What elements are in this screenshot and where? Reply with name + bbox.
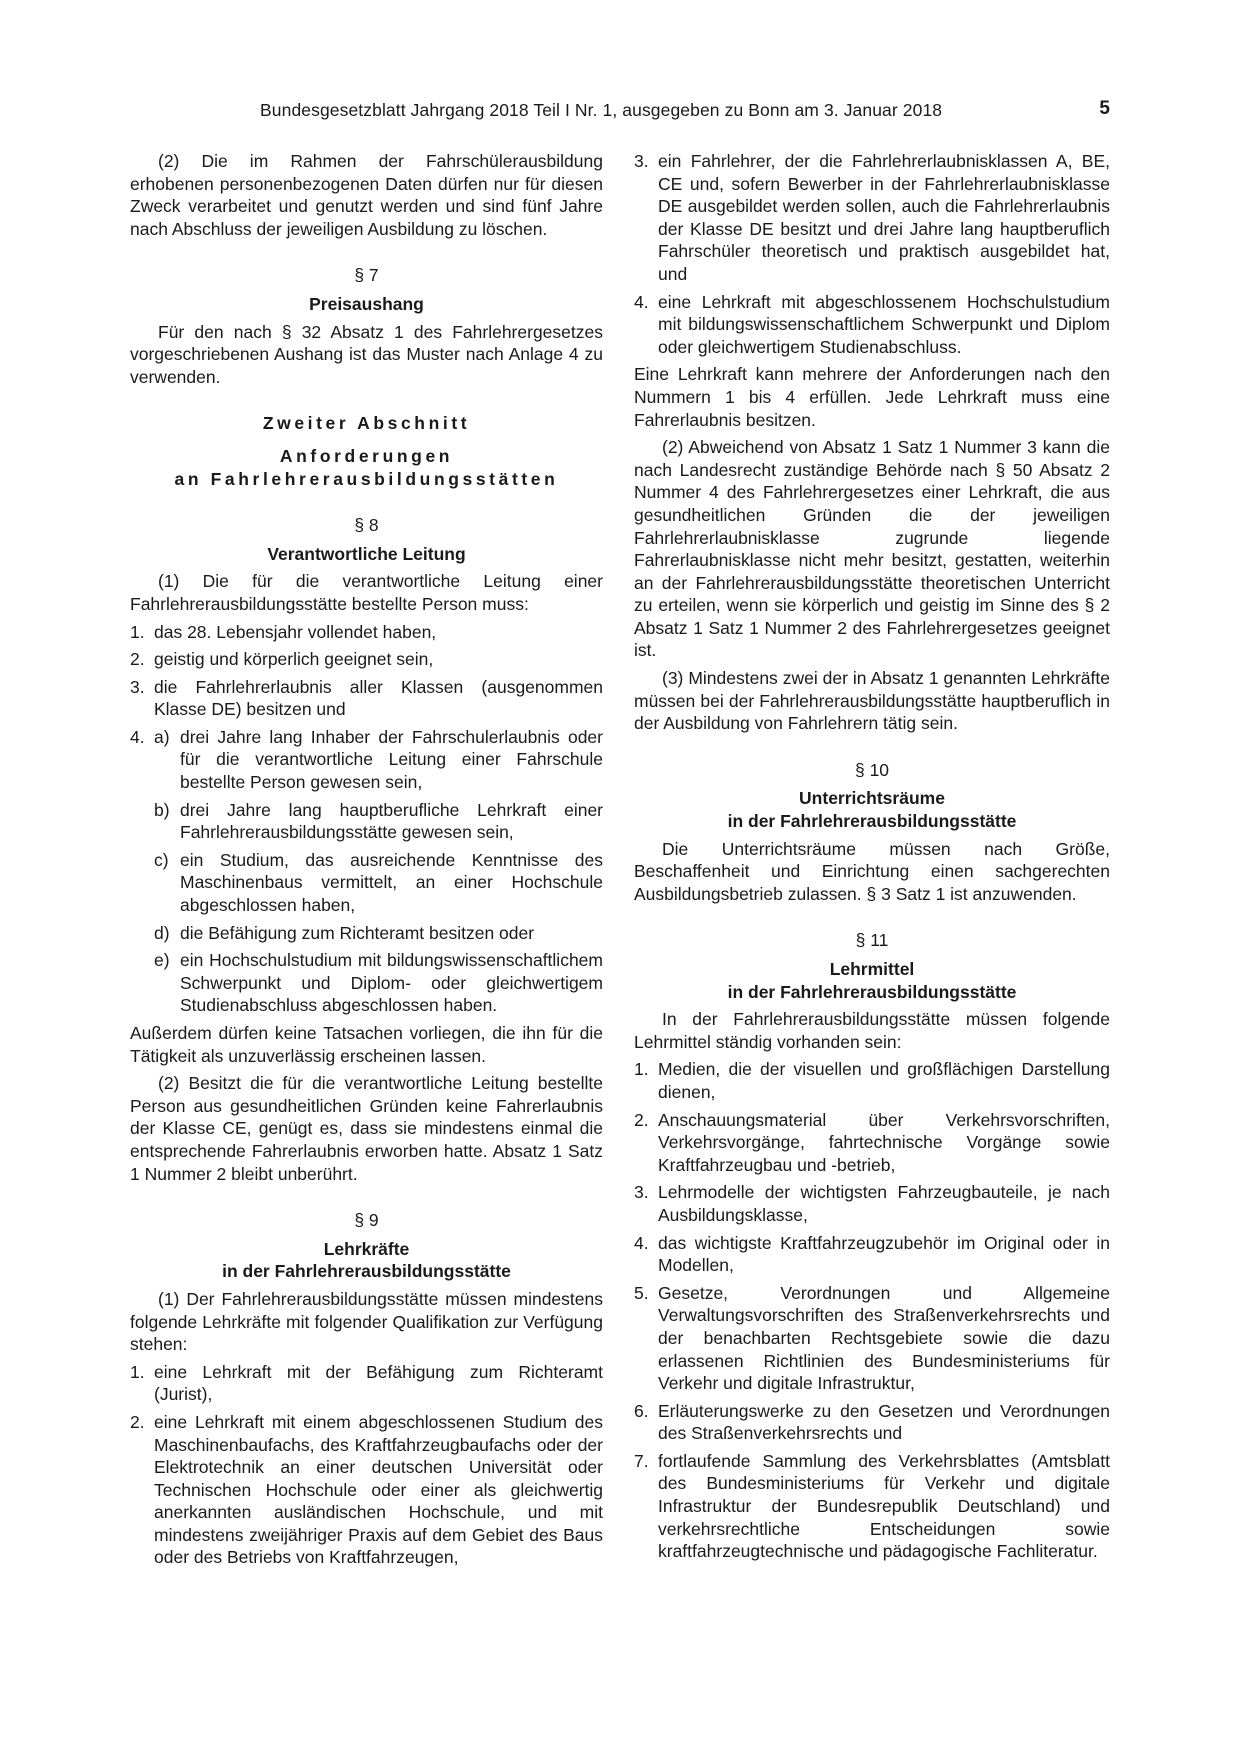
list-item-text: fortlaufende Sammlung des Verkehrsblattes (Amtsblatt des Bundesministeriums für Verkehr und digitale Infrastruktur der Bundesrepublik Deutschland) und verkehrsrechtliche Entscheidungen sowie kraftfahrzeugtechnische und pädagogische Fachliteratur.	[658, 1450, 1110, 1562]
section-11-subtitle: in der Fahrlehrerausbildungsstätte	[727, 981, 1017, 1002]
section-9-sign: § 9	[354, 1210, 379, 1231]
list-item-text: ein Fahrlehrer, der die Fahrlehrerlaubnisklassen A, BE, CE und, sofern Bewerber in der Fahrlehrerlaubnisklasse DE ausgebildet werden sollen, auch die Fahrlehrerlaubnis der Klasse DE besitzt und drei Jahre lang hauptberuflich Fahrschüler theoretisch und praktisch ausgebildet hat, und	[658, 151, 1110, 284]
header-text: Bundesgesetzblatt Jahrgang 2018 Teil I Nr. 1, ausgegeben zu Bonn am 3. Januar 2018	[260, 100, 943, 120]
list-item-number: 3.	[634, 1182, 649, 1203]
list-item-text: Anschauungsmaterial über Verkehrsvorschriften, Verkehrsvorgänge, fahrtechnische Vorgänge sowie Kraftfahrzeugbau und -betrieb,	[658, 1109, 1110, 1175]
list-item-text: eine Lehrkraft mit abgeschlossenem Hochschulstudium mit bildungswissenschaftlichem Schwerpunkt und Diplom oder gleichwertigem Studienabschluss.	[658, 291, 1110, 357]
section-8-paragraph-1: (1) Die für die verantwortliche Leitung einer Fahrlehrerausbildungsstätte bestellte Person muss:	[130, 571, 603, 614]
list-item-text: Medien, die der visuellen und großflächigen Darstellung dienen,	[658, 1059, 1110, 1102]
list-item-text: Erläuterungswerke zu den Gesetzen und Verordnungen des Straßenverkehrsrechts und	[658, 1400, 1110, 1444]
list-item	[634, 1400, 1110, 1445]
list-item-number: 1.	[634, 1059, 649, 1080]
list-item-number: 2.	[634, 1109, 649, 1130]
list-item-number: 4.	[130, 726, 145, 747]
section-7-sign: § 7	[354, 265, 379, 286]
list-item-number: 6.	[634, 1400, 649, 1421]
list-item-text: das 28. Lebensjahr vollendet haben,	[154, 621, 437, 642]
list-item-number: 4.	[634, 291, 649, 312]
list-item	[634, 1450, 1110, 1563]
sublist-item-letter: a)	[154, 726, 170, 747]
sublist-item-text: ein Studium, das ausreichende Kenntnisse des Maschinenbaus vermittelt, an einer Hochschule abgeschlossen haben,	[180, 849, 603, 916]
list-item-number: 1.	[130, 1361, 145, 1382]
section-11-intro: In der Fahrlehrerausbildungsstätte müssen folgende Lehrmittel ständig vorhanden sein:	[634, 1009, 1110, 1052]
list-item	[130, 1361, 603, 1406]
section-9-paragraph-2: (2) Abweichend von Absatz 1 Satz 1 Nummer 3 kann die nach Landesrecht zuständige Behörde nach § 50 Absatz 2 Nummer 4 des Fahrlehrergesetzes einer Lehrkraft, die aus gesundheitlichen Gründen die der jeweiligen Fahrlehrerlaubnisklasse zugrunde liegende Fahrerlaubnisklasse nicht mehr besitzt, gestatten, weiterhin an der Fahrlehrerausbildungsstätte theoretischen Unterricht zu erteilen, wenn sie körperlich und geistig im Sinne des § 2 Absatz 1 Satz 1 Nummer 2 des Fahrlehrergesetzes geeignet ist.	[634, 437, 1110, 661]
section-10-sign: § 10	[854, 759, 890, 780]
section-11-title: Lehrmittel	[829, 959, 915, 979]
list-item-text: die Fahrlehrerlaubnis aller Klassen (ausgenommen Klasse DE) besitzen und	[154, 676, 603, 720]
list-item-text: geistig und körperlich geeignet sein,	[154, 649, 434, 670]
chapter-subtitle-line2: an Fahrlehrerausbildungsstätten	[174, 468, 559, 489]
section-8-paragraph-2: (2) Besitzt die für die verantwortliche Leitung bestellte Person aus gesundheitlichen Gründen keine Fahrerlaubnis der Klasse CE, genügt es, dass sie mindestens einmal die entsprechende Fahrerlaubnis erworben hatte. Absatz 1 Satz 1 Nummer 2 bleibt unberührt.	[130, 1073, 603, 1184]
list-item	[634, 291, 1110, 359]
list-item-text: eine Lehrkraft mit der Befähigung zum Richteramt (Jurist),	[154, 1361, 603, 1405]
section-10-title: Unterrichtsräume	[799, 788, 945, 809]
section-9-paragraph-3: (3) Mindestens zwei der in Absatz 1 genannten Lehrkräfte müssen bei der Fahrlehrerausbildungsstätte hauptberuflich in der Ausbildung von Fahrlehrern tätig sein.	[634, 668, 1110, 734]
sublist-item-letter: d)	[154, 922, 170, 943]
list-item	[130, 726, 603, 794]
sublist-item-letter: e)	[154, 950, 170, 971]
sublist-item-text: drei Jahre lang Inhaber der Fahrschulerlaubnis oder für die verantwortliche Leitung einer Fahrschule bestellte Person gewesen sein,	[180, 726, 603, 793]
list-item-number: 1.	[130, 621, 145, 642]
sublist-item-text: die Befähigung zum Richteramt besitzen oder	[180, 922, 535, 943]
section-8-after-list: Außerdem dürfen keine Tatsachen vorliegen, die ihn für die Tätigkeit als unzuverlässig erscheinen lassen.	[130, 1023, 603, 1066]
sublist-item	[130, 922, 603, 945]
list-item-number: 2.	[130, 1411, 145, 1432]
section-9-after-list: Eine Lehrkraft kann mehrere der Anforderungen nach den Nummern 1 bis 4 erfüllen. Jede Lehrkraft muss eine Fahrerlaubnis besitzen.	[634, 364, 1110, 430]
list-item-number: 7.	[634, 1450, 649, 1471]
list-item	[634, 1109, 1110, 1177]
list-item-number: 3.	[634, 151, 649, 171]
list-item-text: eine Lehrkraft mit einem abgeschlossenen Studium des Maschinenbaufachs, des Kraftfahrzeugbaufachs oder der Elektrotechnik an einer deutschen Universität oder Technischen Hochschule oder einer als gleichwertig anerkannten ausländischen Hochschule, und mit mindestens zweijähriger Praxis auf dem Gebiet des Baus oder des Betriebs von Kraftfahrzeugen,	[154, 1411, 603, 1568]
sublist-item	[130, 849, 603, 917]
list-item-text: das wichtigste Kraftfahrzeugzubehör im Original oder in Modellen,	[658, 1232, 1110, 1276]
list-item-text: Lehrmodelle der wichtigsten Fahrzeugbauteile, je nach Ausbildungsklasse,	[658, 1182, 1110, 1225]
section-11-sign: § 11	[855, 930, 889, 951]
section-9-paragraph-1: (1) Der Fahrlehrerausbildungsstätte müssen mindestens folgende Lehrkräfte mit folgender Qualifikation zur Verfügung stehen:	[130, 1288, 603, 1355]
sublist-item-letter: c)	[154, 849, 169, 870]
list-item-number: 4.	[634, 1232, 649, 1253]
paragraph-6-2: (2) Die im Rahmen der Fahrschülerausbildung erhobenen personenbezogenen Daten dürfen nur für diesen Zweck verarbeitet und genutzt werden und sind fünf Jahre nach Abschluss der jeweiligen Ausbildung zu löschen.	[130, 151, 603, 239]
list-item	[130, 676, 603, 721]
section-10-text: Die Unterrichtsräume müssen nach Größe, Beschaffenheit und Einrichtung einen sachgerechten Ausbildungsbetrieb zulassen. § 3 Satz 1 ist anzuwenden.	[634, 838, 1110, 904]
sublist-item-letter: b)	[154, 799, 170, 820]
list-item	[130, 621, 603, 644]
section-7-title: Preisaushang	[309, 293, 424, 314]
sublist-item-text: ein Hochschulstudium mit bildungswissenschaftlichem Schwerpunkt und Diplom- oder gleichwertigem Studienabschluss abgeschlossen haben.	[180, 950, 603, 1016]
list-item-text: Gesetze, Verordnungen und Allgemeine Verwaltungsvorschriften des Straßenverkehrsrechts und der benachbarten Rechtsgebiete sowie die dazu erlassenen Richtlinien des Bundesministeriums für Verkehr und digitale Infrastruktur,	[658, 1282, 1110, 1394]
section-7-text: Für den nach § 32 Absatz 1 des Fahrlehrergesetzes vorgeschriebenen Aushang ist das Muster nach Anlage 4 zu verwenden.	[130, 321, 603, 387]
sublist-item	[130, 799, 603, 844]
section-8-sign: § 8	[354, 515, 379, 536]
list-item	[130, 1411, 603, 1569]
chapter-title: Zweiter Abschnitt	[262, 413, 471, 434]
page-number: 5	[1099, 98, 1110, 119]
chapter-subtitle-line1: Anforderungen	[279, 445, 454, 466]
sublist-item-text: drei Jahre lang hauptberufliche Lehrkraft einer Fahrlehrerausbildungsstätte gewesen sein,	[180, 799, 603, 843]
right-column	[634, 150, 1110, 1563]
list-item-number: 2.	[130, 649, 145, 670]
page-header	[130, 100, 1110, 126]
section-9-title: Lehrkräfte	[323, 1238, 410, 1259]
section-10-subtitle: in der Fahrlehrerausbildungsstätte	[727, 811, 1017, 832]
list-item-number: 3.	[130, 676, 145, 697]
section-8-title: Verantwortliche Leitung	[267, 543, 466, 564]
left-column	[130, 150, 603, 1569]
list-item	[130, 648, 603, 671]
list-item	[634, 1282, 1110, 1395]
list-item	[634, 150, 1110, 286]
section-9-subtitle: in der Fahrlehrerausbildungsstätte	[222, 1261, 511, 1282]
list-item	[634, 1181, 1110, 1226]
list-item	[634, 1058, 1110, 1103]
list-item-number: 5.	[634, 1282, 649, 1303]
sublist-item	[130, 949, 603, 1017]
list-item	[634, 1232, 1110, 1277]
